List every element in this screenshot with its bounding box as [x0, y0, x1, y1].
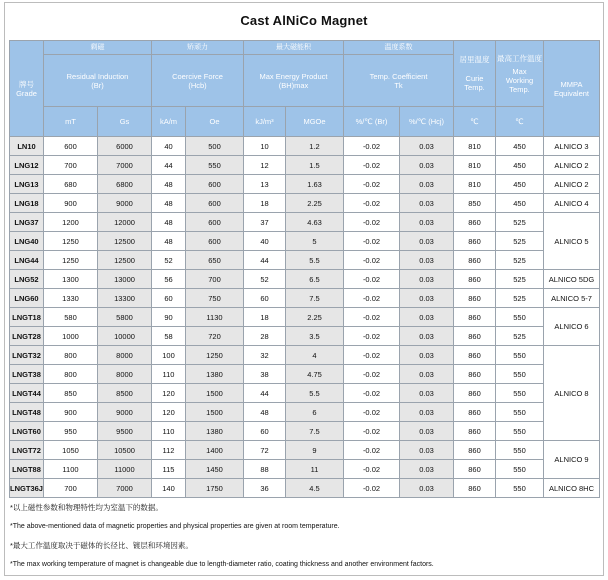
- cell-bh-mgoe: 1.63: [286, 175, 344, 194]
- cell-bh-kj: 18: [244, 194, 286, 213]
- grade-cell: LNG37: [10, 213, 44, 232]
- unit-tk-br: %/℃ (Br): [344, 107, 400, 137]
- magnet-spec-table: [9, 40, 600, 498]
- cell-hcb-oe: 600: [186, 175, 244, 194]
- unit-mgoe: MGOe: [286, 107, 344, 137]
- cell-tk-hcj: 0.03: [400, 270, 454, 289]
- cell-br-mt: 700: [44, 156, 98, 175]
- cell-curie: 860: [454, 479, 496, 498]
- cell-hcb-ka: 90: [152, 308, 186, 327]
- cell-bh-mgoe: 4.63: [286, 213, 344, 232]
- table-row: [10, 175, 600, 194]
- cell-hcb-ka: 120: [152, 384, 186, 403]
- header-curie: 居里温度 Curie Temp.: [454, 41, 496, 107]
- cell-tk-br: -0.02: [344, 422, 400, 441]
- cell-br-gs: 12500: [98, 251, 152, 270]
- table-row: [10, 156, 600, 175]
- cell-curie: 860: [454, 308, 496, 327]
- unit-kjm3: kJ/m³: [244, 107, 286, 137]
- cell-tk-br: -0.02: [344, 232, 400, 251]
- mmpa-equivalent-cell: ALNICO 5-7: [544, 289, 600, 308]
- grade-cell: LNGT44: [10, 384, 44, 403]
- cell-hcb-oe: 1500: [186, 403, 244, 422]
- cell-hcb-oe: 600: [186, 232, 244, 251]
- cell-curie: 860: [454, 232, 496, 251]
- cell-bh-kj: 12: [244, 156, 286, 175]
- cell-tk-hcj: 0.03: [400, 194, 454, 213]
- cell-hcb-ka: 140: [152, 479, 186, 498]
- cell-hcb-oe: 1380: [186, 365, 244, 384]
- cell-br-mt: 900: [44, 194, 98, 213]
- cell-maxwork: 550: [496, 422, 544, 441]
- cell-hcb-ka: 40: [152, 137, 186, 156]
- cell-curie: 850: [454, 194, 496, 213]
- cell-br-gs: 9000: [98, 194, 152, 213]
- cell-curie: 860: [454, 251, 496, 270]
- cell-curie: 860: [454, 403, 496, 422]
- cell-curie: 860: [454, 441, 496, 460]
- cell-hcb-ka: 44: [152, 156, 186, 175]
- cell-tk-br: -0.02: [344, 308, 400, 327]
- table-row: [10, 289, 600, 308]
- cell-br-mt: 580: [44, 308, 98, 327]
- table-row: [10, 479, 600, 498]
- cell-bh-kj: 18: [244, 308, 286, 327]
- header-bh-cn: 最大磁能积: [244, 41, 344, 55]
- cell-br-gs: 5800: [98, 308, 152, 327]
- cell-hcb-oe: 500: [186, 137, 244, 156]
- cell-bh-mgoe: 7.5: [286, 422, 344, 441]
- page-title: Cast AlNiCo Magnet: [240, 13, 368, 28]
- cell-br-gs: 6800: [98, 175, 152, 194]
- cell-tk-hcj: 0.03: [400, 460, 454, 479]
- cell-bh-mgoe: 1.2: [286, 137, 344, 156]
- cell-hcb-oe: 650: [186, 251, 244, 270]
- cell-hcb-oe: 700: [186, 270, 244, 289]
- cell-tk-br: -0.02: [344, 289, 400, 308]
- header-br: Residual Induction (Br): [44, 55, 152, 107]
- mmpa-equivalent-cell: ALNICO 8: [544, 346, 600, 441]
- footnote-en-1: *The above-mentioned data of magnetic properties and physical properties are given at room temperature.: [10, 523, 340, 530]
- cell-br-mt: 1000: [44, 327, 98, 346]
- cell-curie: 860: [454, 327, 496, 346]
- cell-bh-kj: 40: [244, 232, 286, 251]
- cell-tk-br: -0.02: [344, 251, 400, 270]
- cell-hcb-ka: 60: [152, 289, 186, 308]
- cell-br-mt: 1330: [44, 289, 98, 308]
- table-row: [10, 384, 600, 403]
- cell-hcb-oe: 550: [186, 156, 244, 175]
- unit-max-working: ℃: [496, 107, 544, 137]
- grade-cell: LNGT60: [10, 422, 44, 441]
- cell-hcb-ka: 100: [152, 346, 186, 365]
- cell-maxwork: 450: [496, 156, 544, 175]
- table-row: [10, 251, 600, 270]
- cell-maxwork: 450: [496, 194, 544, 213]
- grade-cell: LNG60: [10, 289, 44, 308]
- cell-bh-kj: 37: [244, 213, 286, 232]
- cell-hcb-ka: 120: [152, 403, 186, 422]
- grade-cell: LNG52: [10, 270, 44, 289]
- cell-hcb-oe: 750: [186, 289, 244, 308]
- unit-oe: Oe: [186, 107, 244, 137]
- mmpa-equivalent-cell: ALNICO 8HC: [544, 479, 600, 498]
- footnote-en-2: *The max working temperature of magnet is changeable due to length-diameter ratio, coating thickness and another environment factors.: [10, 561, 434, 568]
- cell-br-mt: 800: [44, 346, 98, 365]
- footnote-cn-2: *最大工作温度取决于磁体的长径比、镀层和环境因素。: [10, 541, 193, 550]
- cell-tk-hcj: 0.03: [400, 384, 454, 403]
- cell-br-gs: 9000: [98, 403, 152, 422]
- cell-hcb-ka: 58: [152, 327, 186, 346]
- cell-br-mt: 900: [44, 403, 98, 422]
- cell-br-gs: 13300: [98, 289, 152, 308]
- header-tk-cn: 温度系数: [344, 41, 454, 55]
- cell-br-mt: 1250: [44, 251, 98, 270]
- cell-maxwork: 550: [496, 365, 544, 384]
- cell-bh-mgoe: 2.25: [286, 194, 344, 213]
- cell-tk-hcj: 0.03: [400, 403, 454, 422]
- cell-curie: 810: [454, 175, 496, 194]
- cell-tk-hcj: 0.03: [400, 441, 454, 460]
- cell-bh-kj: 48: [244, 403, 286, 422]
- cell-hcb-oe: 1130: [186, 308, 244, 327]
- header-bh: Max Energy Product (BH)max: [244, 55, 344, 107]
- cell-bh-mgoe: 4.5: [286, 479, 344, 498]
- cell-bh-kj: 38: [244, 365, 286, 384]
- cell-br-gs: 8000: [98, 365, 152, 384]
- table-row: [10, 422, 600, 441]
- cell-bh-kj: 10: [244, 137, 286, 156]
- unit-tk-hcj: %/℃ (Hcj): [400, 107, 454, 137]
- cell-bh-kj: 72: [244, 441, 286, 460]
- cell-br-gs: 12000: [98, 213, 152, 232]
- cell-curie: 860: [454, 384, 496, 403]
- footnote-cn-1: *以上磁性参数和物理特性均为室温下的数据。: [10, 503, 163, 512]
- header-mmpa: MMPA Equivalent: [544, 41, 600, 137]
- cell-hcb-oe: 1450: [186, 460, 244, 479]
- mmpa-equivalent-cell: ALNICO 4: [544, 194, 600, 213]
- cell-bh-mgoe: 11: [286, 460, 344, 479]
- cell-hcb-oe: 720: [186, 327, 244, 346]
- grade-cell: LNG40: [10, 232, 44, 251]
- cell-hcb-ka: 48: [152, 175, 186, 194]
- cell-tk-hcj: 0.03: [400, 137, 454, 156]
- cell-bh-mgoe: 6: [286, 403, 344, 422]
- cell-maxwork: 525: [496, 251, 544, 270]
- cell-tk-br: -0.02: [344, 175, 400, 194]
- header-hcb-cn: 矫顽力: [152, 41, 244, 55]
- cell-maxwork: 550: [496, 384, 544, 403]
- cell-br-mt: 1300: [44, 270, 98, 289]
- cell-tk-br: -0.02: [344, 327, 400, 346]
- cell-br-gs: 10500: [98, 441, 152, 460]
- cell-bh-mgoe: 7.5: [286, 289, 344, 308]
- grade-cell: LNGT28: [10, 327, 44, 346]
- table-row: [10, 441, 600, 460]
- cell-bh-mgoe: 2.25: [286, 308, 344, 327]
- header-max-working: 最高工作温度 Max Working Temp.: [496, 41, 544, 107]
- cell-tk-br: -0.02: [344, 403, 400, 422]
- unit-curie: ℃: [454, 107, 496, 137]
- cell-tk-hcj: 0.03: [400, 213, 454, 232]
- cell-tk-hcj: 0.03: [400, 479, 454, 498]
- cell-br-gs: 7000: [98, 156, 152, 175]
- cell-maxwork: 525: [496, 270, 544, 289]
- mmpa-equivalent-cell: ALNICO 2: [544, 175, 600, 194]
- table-row: [10, 327, 600, 346]
- cell-br-mt: 1250: [44, 232, 98, 251]
- cell-tk-br: -0.02: [344, 156, 400, 175]
- cell-maxwork: 550: [496, 308, 544, 327]
- cell-maxwork: 525: [496, 213, 544, 232]
- cell-hcb-oe: 1250: [186, 346, 244, 365]
- cell-tk-hcj: 0.03: [400, 308, 454, 327]
- grade-cell: LNG13: [10, 175, 44, 194]
- cell-bh-mgoe: 5.5: [286, 251, 344, 270]
- grade-cell: LNG44: [10, 251, 44, 270]
- table-row: [10, 194, 600, 213]
- grade-cell: LNGT36J: [10, 479, 44, 498]
- cell-bh-kj: 60: [244, 289, 286, 308]
- grade-cell: LNGT72: [10, 441, 44, 460]
- cell-tk-br: -0.02: [344, 479, 400, 498]
- grade-cell: LNGT88: [10, 460, 44, 479]
- cell-bh-mgoe: 4: [286, 346, 344, 365]
- cell-bh-kj: 13: [244, 175, 286, 194]
- cell-bh-mgoe: 3.5: [286, 327, 344, 346]
- grade-cell: LNGT18: [10, 308, 44, 327]
- header-br-cn: 剩磁: [44, 41, 152, 55]
- cell-hcb-oe: 1750: [186, 479, 244, 498]
- cell-tk-br: -0.02: [344, 270, 400, 289]
- cell-maxwork: 550: [496, 479, 544, 498]
- cell-bh-mgoe: 5.5: [286, 384, 344, 403]
- table-row: [10, 460, 600, 479]
- cell-bh-kj: 36: [244, 479, 286, 498]
- mmpa-equivalent-cell: ALNICO 5: [544, 213, 600, 270]
- grade-cell: LNG18: [10, 194, 44, 213]
- cell-tk-hcj: 0.03: [400, 327, 454, 346]
- cell-tk-hcj: 0.03: [400, 175, 454, 194]
- unit-mt: mT: [44, 107, 98, 137]
- grade-cell: LNGT48: [10, 403, 44, 422]
- cell-bh-kj: 60: [244, 422, 286, 441]
- unit-gs: Gs: [98, 107, 152, 137]
- cell-curie: 860: [454, 422, 496, 441]
- cell-hcb-oe: 1380: [186, 422, 244, 441]
- cell-tk-br: -0.02: [344, 441, 400, 460]
- cell-tk-hcj: 0.03: [400, 289, 454, 308]
- cell-tk-br: -0.02: [344, 213, 400, 232]
- cell-br-gs: 6000: [98, 137, 152, 156]
- cell-bh-kj: 44: [244, 384, 286, 403]
- cell-maxwork: 550: [496, 403, 544, 422]
- cell-hcb-oe: 600: [186, 194, 244, 213]
- cell-bh-kj: 52: [244, 270, 286, 289]
- cell-bh-kj: 88: [244, 460, 286, 479]
- cell-bh-mgoe: 9: [286, 441, 344, 460]
- datasheet-page: [4, 2, 604, 576]
- cell-tk-br: -0.02: [344, 346, 400, 365]
- table-row: [10, 346, 600, 365]
- mmpa-equivalent-cell: ALNICO 9: [544, 441, 600, 479]
- mmpa-equivalent-cell: ALNICO 6: [544, 308, 600, 346]
- cell-bh-kj: 32: [244, 346, 286, 365]
- table-row: [10, 137, 600, 156]
- cell-br-gs: 9500: [98, 422, 152, 441]
- cell-bh-kj: 44: [244, 251, 286, 270]
- cell-hcb-ka: 112: [152, 441, 186, 460]
- cell-tk-br: -0.02: [344, 365, 400, 384]
- cell-br-gs: 13000: [98, 270, 152, 289]
- table-row: [10, 308, 600, 327]
- table-row: [10, 213, 600, 232]
- cell-tk-hcj: 0.03: [400, 422, 454, 441]
- cell-br-mt: 700: [44, 479, 98, 498]
- cell-tk-br: -0.02: [344, 137, 400, 156]
- cell-br-gs: 8500: [98, 384, 152, 403]
- cell-br-mt: 800: [44, 365, 98, 384]
- cell-tk-hcj: 0.03: [400, 156, 454, 175]
- cell-maxwork: 450: [496, 175, 544, 194]
- table-row: [10, 232, 600, 251]
- cell-bh-kj: 28: [244, 327, 286, 346]
- cell-tk-hcj: 0.03: [400, 251, 454, 270]
- footnotes: [10, 503, 600, 579]
- cell-hcb-ka: 115: [152, 460, 186, 479]
- mmpa-equivalent-cell: ALNICO 5DG: [544, 270, 600, 289]
- cell-br-mt: 680: [44, 175, 98, 194]
- grade-cell: LNGT32: [10, 346, 44, 365]
- cell-br-mt: 600: [44, 137, 98, 156]
- header-tk: Temp. Coefficient Tk: [344, 55, 454, 107]
- cell-maxwork: 525: [496, 232, 544, 251]
- cell-hcb-ka: 110: [152, 422, 186, 441]
- mmpa-equivalent-cell: ALNICO 3: [544, 137, 600, 156]
- cell-br-gs: 7000: [98, 479, 152, 498]
- cell-tk-hcj: 0.03: [400, 365, 454, 384]
- cell-tk-br: -0.02: [344, 460, 400, 479]
- cell-br-mt: 1200: [44, 213, 98, 232]
- cell-bh-mgoe: 4.75: [286, 365, 344, 384]
- cell-br-mt: 1100: [44, 460, 98, 479]
- cell-bh-mgoe: 5: [286, 232, 344, 251]
- table-row: [10, 270, 600, 289]
- cell-maxwork: 550: [496, 460, 544, 479]
- cell-maxwork: 450: [496, 137, 544, 156]
- cell-tk-hcj: 0.03: [400, 346, 454, 365]
- cell-curie: 860: [454, 365, 496, 384]
- cell-br-mt: 1050: [44, 441, 98, 460]
- cell-br-mt: 850: [44, 384, 98, 403]
- cell-tk-br: -0.02: [344, 384, 400, 403]
- unit-kam: kA/m: [152, 107, 186, 137]
- cell-curie: 860: [454, 289, 496, 308]
- cell-hcb-oe: 1400: [186, 441, 244, 460]
- cell-maxwork: 550: [496, 346, 544, 365]
- cell-hcb-oe: 600: [186, 213, 244, 232]
- cell-hcb-ka: 48: [152, 232, 186, 251]
- header-hcb: Coercive Force (Hcb): [152, 55, 244, 107]
- cell-tk-br: -0.02: [344, 194, 400, 213]
- mmpa-equivalent-cell: ALNICO 2: [544, 156, 600, 175]
- cell-br-gs: 8000: [98, 346, 152, 365]
- spec-table-body: [10, 137, 600, 498]
- grade-cell: LNG12: [10, 156, 44, 175]
- cell-hcb-ka: 56: [152, 270, 186, 289]
- cell-br-mt: 950: [44, 422, 98, 441]
- cell-curie: 860: [454, 213, 496, 232]
- cell-curie: 860: [454, 270, 496, 289]
- table-row: [10, 365, 600, 384]
- cell-hcb-ka: 110: [152, 365, 186, 384]
- table-row: [10, 403, 600, 422]
- cell-hcb-ka: 48: [152, 194, 186, 213]
- header-grade: 牌号 Grade: [10, 41, 44, 137]
- cell-curie: 810: [454, 137, 496, 156]
- cell-hcb-oe: 1500: [186, 384, 244, 403]
- cell-br-gs: 11000: [98, 460, 152, 479]
- cell-br-gs: 10000: [98, 327, 152, 346]
- cell-maxwork: 550: [496, 441, 544, 460]
- cell-bh-mgoe: 1.5: [286, 156, 344, 175]
- cell-curie: 860: [454, 346, 496, 365]
- cell-bh-mgoe: 6.5: [286, 270, 344, 289]
- cell-br-gs: 12500: [98, 232, 152, 251]
- cell-hcb-ka: 52: [152, 251, 186, 270]
- cell-tk-hcj: 0.03: [400, 232, 454, 251]
- grade-cell: LNGT38: [10, 365, 44, 384]
- grade-cell: LN10: [10, 137, 44, 156]
- cell-hcb-ka: 48: [152, 213, 186, 232]
- cell-curie: 810: [454, 156, 496, 175]
- cell-curie: 860: [454, 460, 496, 479]
- cell-maxwork: 525: [496, 327, 544, 346]
- cell-maxwork: 525: [496, 289, 544, 308]
